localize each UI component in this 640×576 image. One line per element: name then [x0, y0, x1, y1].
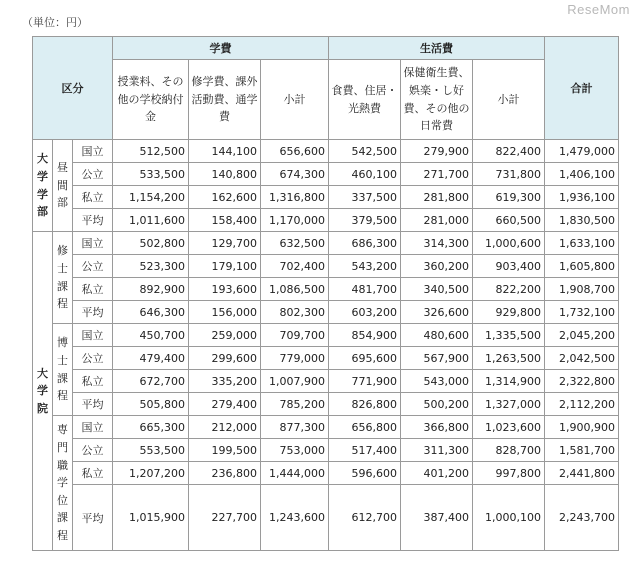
value-cell: 603,200: [329, 301, 401, 324]
value-cell: 543,200: [329, 255, 401, 278]
value-cell: 674,300: [261, 163, 329, 186]
value-cell: 2,042,500: [545, 347, 619, 370]
table-row: [33, 209, 619, 232]
value-cell: 533,500: [113, 163, 189, 186]
header-living: 生活費: [329, 37, 545, 60]
table-row: [33, 278, 619, 301]
value-cell: 1,479,000: [545, 140, 619, 163]
value-cell: 156,000: [189, 301, 261, 324]
group-label: [33, 140, 53, 232]
value-cell: 479,400: [113, 347, 189, 370]
table-row: [33, 163, 619, 186]
value-cell: 162,600: [189, 186, 261, 209]
value-cell: 1,605,800: [545, 255, 619, 278]
value-cell: 656,800: [329, 416, 401, 439]
value-cell: 1,086,500: [261, 278, 329, 301]
value-cell: 2,045,200: [545, 324, 619, 347]
value-cell: 326,600: [401, 301, 473, 324]
value-cell: 1,011,600: [113, 209, 189, 232]
subgroup-label-text: 修士課程: [57, 244, 68, 311]
value-cell: 1,154,200: [113, 186, 189, 209]
school-type: 私立: [73, 186, 113, 209]
subgroup-label-text: 博士課程: [57, 336, 68, 403]
header-total: 合計: [545, 37, 619, 140]
table-row: [33, 416, 619, 439]
value-cell: 1,007,900: [261, 370, 329, 393]
subgroup-label: [53, 232, 73, 324]
school-type: 平均: [73, 209, 113, 232]
value-cell: 1,015,900: [113, 485, 189, 551]
value-cell: 1,023,600: [473, 416, 545, 439]
table-row: [33, 485, 619, 551]
value-cell: 1,335,500: [473, 324, 545, 347]
school-type: 私立: [73, 462, 113, 485]
value-cell: 1,000,600: [473, 232, 545, 255]
value-cell: 903,400: [473, 255, 545, 278]
value-cell: 543,000: [401, 370, 473, 393]
resemom-logo: ReseMom: [567, 2, 630, 17]
school-type: 公立: [73, 163, 113, 186]
header-category: 区分: [33, 37, 113, 140]
value-cell: 771,900: [329, 370, 401, 393]
subgroup-label: [53, 324, 73, 416]
header-daily-expenses: 保健衛生費、娯楽・し好費、その他の日常費: [401, 60, 473, 140]
school-type: 私立: [73, 370, 113, 393]
value-cell: 281,000: [401, 209, 473, 232]
value-cell: 892,900: [113, 278, 189, 301]
value-cell: 1,170,000: [261, 209, 329, 232]
value-cell: 212,000: [189, 416, 261, 439]
school-type: 平均: [73, 393, 113, 416]
school-type: 平均: [73, 485, 113, 551]
value-cell: 314,300: [401, 232, 473, 255]
value-cell: 460,100: [329, 163, 401, 186]
subgroup-label-text: 専門職学位課程: [57, 423, 68, 542]
school-type: 国立: [73, 416, 113, 439]
value-cell: 279,400: [189, 393, 261, 416]
value-cell: 632,500: [261, 232, 329, 255]
value-cell: 2,441,800: [545, 462, 619, 485]
value-cell: 1,316,800: [261, 186, 329, 209]
table-row: [33, 370, 619, 393]
value-cell: 340,500: [401, 278, 473, 301]
value-cell: 997,800: [473, 462, 545, 485]
value-cell: 854,900: [329, 324, 401, 347]
value-cell: 259,000: [189, 324, 261, 347]
value-cell: 387,400: [401, 485, 473, 551]
value-cell: 785,200: [261, 393, 329, 416]
header-tuition-subtotal: 小計: [261, 60, 329, 140]
value-cell: 129,700: [189, 232, 261, 255]
value-cell: 1,444,000: [261, 462, 329, 485]
value-cell: 709,700: [261, 324, 329, 347]
value-cell: 1,732,100: [545, 301, 619, 324]
subgroup-label: [53, 140, 73, 232]
value-cell: 502,800: [113, 232, 189, 255]
value-cell: 311,300: [401, 439, 473, 462]
school-type: 公立: [73, 439, 113, 462]
value-cell: 335,200: [189, 370, 261, 393]
value-cell: 279,900: [401, 140, 473, 163]
value-cell: 686,300: [329, 232, 401, 255]
value-cell: 227,700: [189, 485, 261, 551]
value-cell: 271,700: [401, 163, 473, 186]
table-body: [33, 140, 619, 551]
school-type: 私立: [73, 278, 113, 301]
value-cell: 2,243,700: [545, 485, 619, 551]
value-cell: 1,936,100: [545, 186, 619, 209]
value-cell: 337,500: [329, 186, 401, 209]
value-cell: 505,800: [113, 393, 189, 416]
value-cell: 517,400: [329, 439, 401, 462]
value-cell: 2,112,200: [545, 393, 619, 416]
header-tuition: 学費: [113, 37, 329, 60]
header-food-housing: 食費、住居・光熱費: [329, 60, 401, 140]
value-cell: 596,600: [329, 462, 401, 485]
value-cell: 281,800: [401, 186, 473, 209]
value-cell: 929,800: [473, 301, 545, 324]
table-row: [33, 439, 619, 462]
subgroup-label: [53, 416, 73, 551]
header-study-expenses: 修学費、課外活動費、通学費: [189, 60, 261, 140]
value-cell: 1,207,200: [113, 462, 189, 485]
value-cell: 656,600: [261, 140, 329, 163]
value-cell: 826,800: [329, 393, 401, 416]
subgroup-label-text: 昼間部: [57, 161, 68, 210]
header-tuition-fees: 授業料、その他の学校納付金: [113, 60, 189, 140]
value-cell: 802,300: [261, 301, 329, 324]
value-cell: 731,800: [473, 163, 545, 186]
school-type: 国立: [73, 324, 113, 347]
value-cell: 877,300: [261, 416, 329, 439]
header-living-subtotal: 小計: [473, 60, 545, 140]
value-cell: 299,600: [189, 347, 261, 370]
value-cell: 828,700: [473, 439, 545, 462]
value-cell: 695,600: [329, 347, 401, 370]
value-cell: 672,700: [113, 370, 189, 393]
value-cell: 1,581,700: [545, 439, 619, 462]
value-cell: 144,100: [189, 140, 261, 163]
value-cell: 660,500: [473, 209, 545, 232]
value-cell: 1,263,500: [473, 347, 545, 370]
value-cell: 450,700: [113, 324, 189, 347]
value-cell: 481,700: [329, 278, 401, 301]
value-cell: 1,900,900: [545, 416, 619, 439]
value-cell: 779,000: [261, 347, 329, 370]
value-cell: 379,500: [329, 209, 401, 232]
value-cell: 753,000: [261, 439, 329, 462]
school-type: 公立: [73, 347, 113, 370]
table-row: [33, 462, 619, 485]
value-cell: 500,200: [401, 393, 473, 416]
value-cell: 822,400: [473, 140, 545, 163]
table-row: [33, 347, 619, 370]
table-row: [33, 255, 619, 278]
value-cell: 236,800: [189, 462, 261, 485]
value-cell: 523,300: [113, 255, 189, 278]
value-cell: 822,200: [473, 278, 545, 301]
value-cell: 1,314,900: [473, 370, 545, 393]
value-cell: 401,200: [401, 462, 473, 485]
value-cell: 553,500: [113, 439, 189, 462]
table-row: [33, 301, 619, 324]
value-cell: 646,300: [113, 301, 189, 324]
value-cell: 1,633,100: [545, 232, 619, 255]
value-cell: 1,327,000: [473, 393, 545, 416]
school-type: 公立: [73, 255, 113, 278]
value-cell: 619,300: [473, 186, 545, 209]
table-row: [33, 393, 619, 416]
value-cell: 199,500: [189, 439, 261, 462]
value-cell: 612,700: [329, 485, 401, 551]
value-cell: 567,900: [401, 347, 473, 370]
value-cell: 1,243,600: [261, 485, 329, 551]
table-row: [33, 186, 619, 209]
value-cell: 179,100: [189, 255, 261, 278]
value-cell: 360,200: [401, 255, 473, 278]
value-cell: 1,406,100: [545, 163, 619, 186]
value-cell: 193,600: [189, 278, 261, 301]
value-cell: 140,800: [189, 163, 261, 186]
expense-table: [32, 36, 619, 551]
value-cell: 158,400: [189, 209, 261, 232]
value-cell: 1,000,100: [473, 485, 545, 551]
school-type: 国立: [73, 232, 113, 255]
table-row: [33, 232, 619, 255]
value-cell: 2,322,800: [545, 370, 619, 393]
value-cell: 1,908,700: [545, 278, 619, 301]
school-type: 国立: [73, 140, 113, 163]
group-label-text: 大学学部: [37, 152, 48, 219]
value-cell: 542,500: [329, 140, 401, 163]
unit-note: （単位：円）: [22, 16, 88, 29]
table-row: [33, 140, 619, 163]
value-cell: 1,830,500: [545, 209, 619, 232]
school-type: 平均: [73, 301, 113, 324]
value-cell: 665,300: [113, 416, 189, 439]
value-cell: 512,500: [113, 140, 189, 163]
value-cell: 702,400: [261, 255, 329, 278]
group-label-text: 大学院: [37, 366, 48, 415]
value-cell: 366,800: [401, 416, 473, 439]
value-cell: 480,600: [401, 324, 473, 347]
table-row: [33, 324, 619, 347]
group-label: [33, 232, 53, 551]
